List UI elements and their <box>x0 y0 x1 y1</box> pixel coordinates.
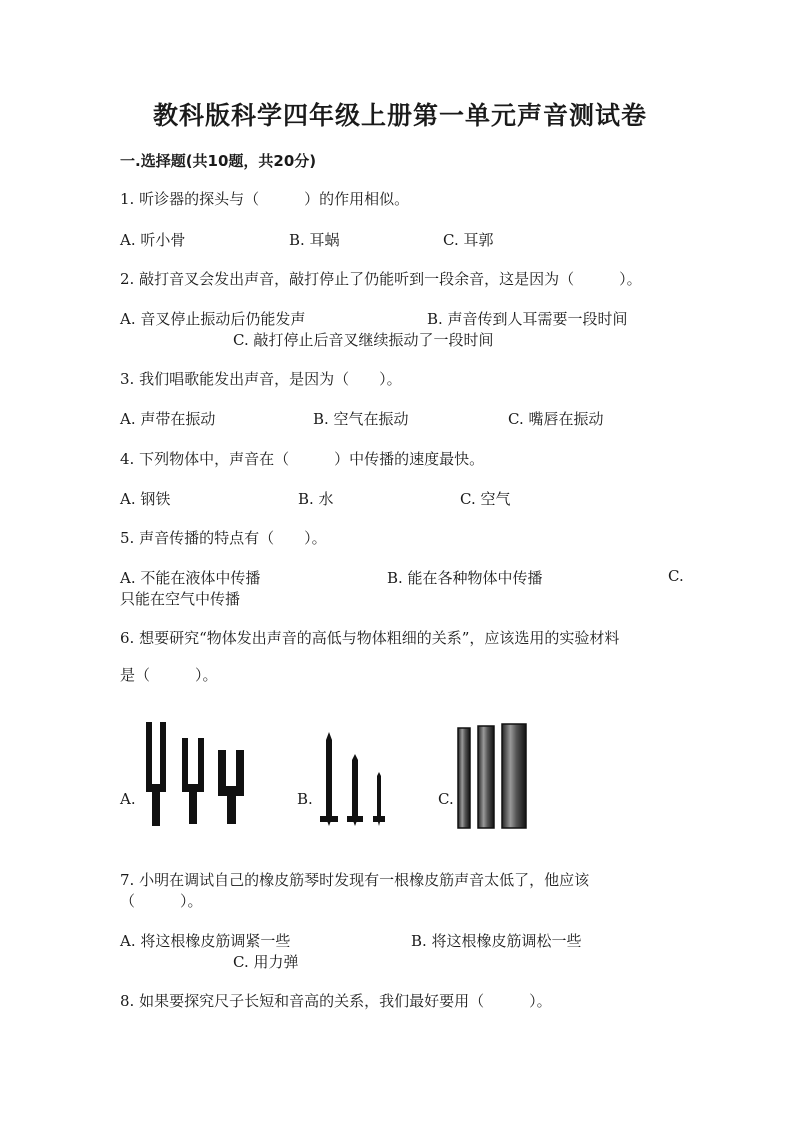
q6-option-b-label: B. <box>297 790 313 808</box>
q2-option-c: C. 敲打停止后音叉继续振动了一段时间 <box>233 331 494 349</box>
q5-option-c-text: 只能在空气中传播 <box>120 590 241 608</box>
q2-option-b: B. 声音传到人耳需要一段时间 <box>427 310 628 328</box>
q1-option-a: A. 听小骨 <box>120 231 186 249</box>
question-5: 5. 声音传播的特点有（ ）。 <box>120 529 327 547</box>
nails-figure <box>312 730 392 830</box>
question-6: 6. 想要研究“物体发出声音的高低与物体粗细的关系”，应该选用的实验材料 <box>120 629 620 647</box>
question-3: 3. 我们唱歌能发出声音，是因为（ ）。 <box>120 370 402 388</box>
q2-option-a: A. 音叉停止振动后仍能发声 <box>120 310 306 328</box>
question-7-cont: （ ）。 <box>120 892 203 910</box>
question-7: 7. 小明在调试自己的橡皮筋琴时发现有一根橡皮筋声音太低了，他应该 <box>120 871 590 889</box>
q4-option-a: A. 钢铁 <box>120 490 171 508</box>
q7-option-c: C. 用力弹 <box>233 953 299 971</box>
q1-option-c: C. 耳郭 <box>443 231 494 249</box>
q1-option-b: B. 耳蜗 <box>289 231 340 249</box>
q7-option-b: B. 将这根橡皮筋调松一些 <box>411 932 582 950</box>
q3-option-c: C. 嘴唇在振动 <box>508 410 604 428</box>
q5-option-c-label: C. <box>668 567 684 585</box>
question-2: 2. 敲打音叉会发出声音，敲打停止了仍能听到一段余音，这是因为（ ）。 <box>120 270 642 288</box>
q7-option-a: A. 将这根橡皮筋调紧一些 <box>120 932 291 950</box>
q3-option-b: B. 空气在振动 <box>313 410 409 428</box>
question-8: 8. 如果要探究尺子长短和音高的关系，我们最好要用（ ）。 <box>120 992 552 1010</box>
q5-option-b: B. 能在各种物体中传播 <box>387 569 543 587</box>
section-heading: 一.选择题(共10题，共20分) <box>120 152 317 170</box>
q6-option-a-label: A. <box>120 790 136 808</box>
q3-option-a: A. 声带在振动 <box>120 410 216 428</box>
tuning-forks-figure <box>138 718 258 830</box>
page-title: 教科版科学四年级上册第一单元声音测试卷 <box>152 101 647 130</box>
q6-option-c-label: C. <box>438 790 454 808</box>
q4-option-b: B. 水 <box>298 490 334 508</box>
question-6-cont: 是（ ）。 <box>120 666 218 684</box>
q4-option-c: C. 空气 <box>460 490 511 508</box>
question-1: 1. 听诊器的探头与（ ）的作用相似。 <box>120 190 410 208</box>
q5-option-a: A. 不能在液体中传播 <box>120 569 261 587</box>
question-4: 4. 下列物体中，声音在（ ）中传播的速度最快。 <box>120 450 485 468</box>
rods-figure <box>452 722 532 832</box>
